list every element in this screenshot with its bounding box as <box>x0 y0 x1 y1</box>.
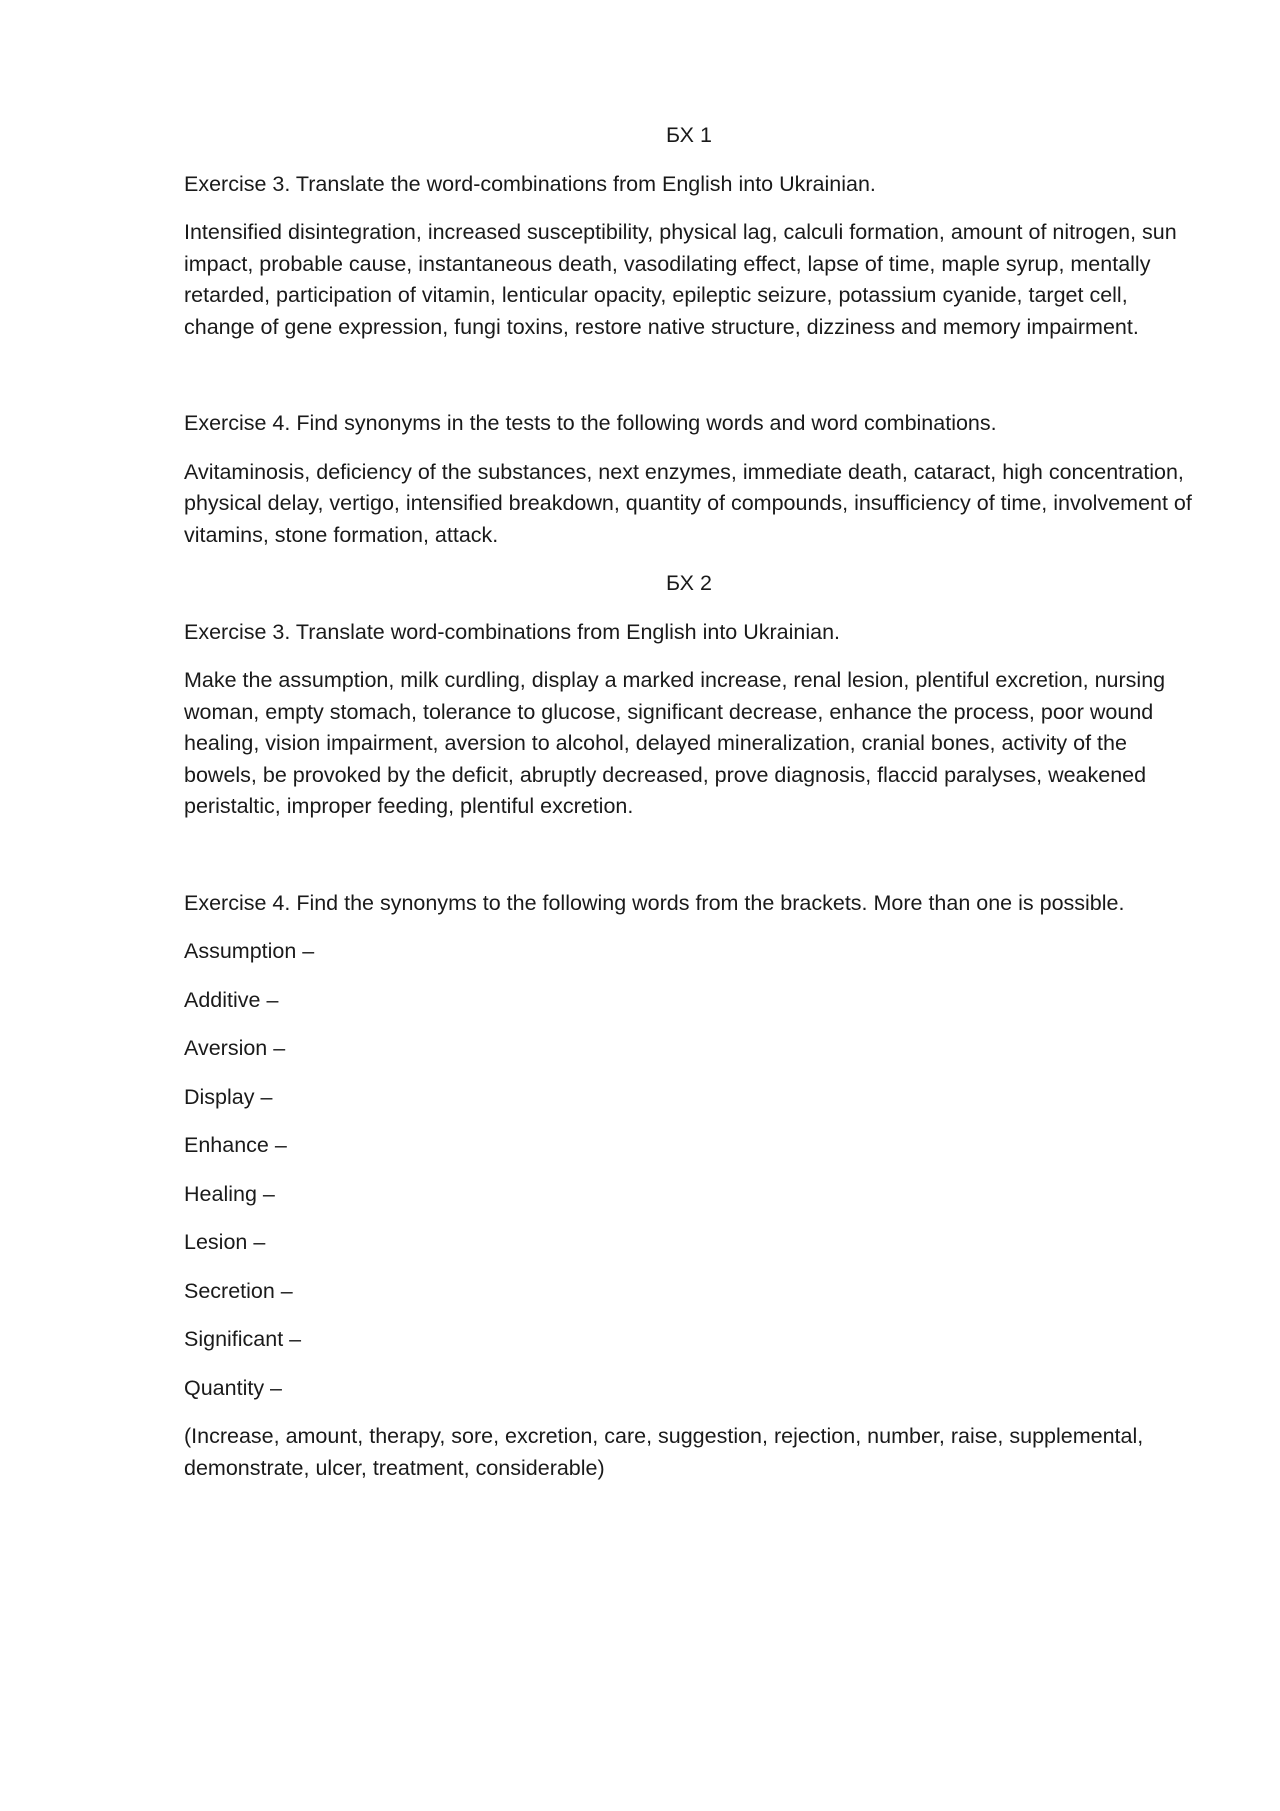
exercise-4-text: Avitaminosis, deficiency of the substances, next enzymes, immediate death, cataract, high concentration, physical delay, vertigo, intensified breakdown, quantity of compounds, insufficiency of time, involvement of vitamins, stone formation, attack. <box>184 459 1192 547</box>
synonym-term: Enhance – <box>184 1133 287 1157</box>
exercise-3-text: Intensified disintegration, increased susceptibility, physical lag, calculi formation, amount of nitrogen, sun impact, probable cause, instantaneous death, vasodilating effect, lapse of time, maple syrup, mentally retarded, participation of vitamin, lenticular opacity, epileptic seizure, potassium cyanide, target cell, change of gene expression, fungi toxins, restore native structure, dizziness and memory impairment. <box>184 220 1177 339</box>
spacer <box>184 840 1194 888</box>
synonym-term: Additive – <box>184 987 279 1012</box>
synonym-term: Display – <box>184 1084 273 1109</box>
synonym-term: Assumption – <box>184 939 315 963</box>
exercise-4-title: Exercise 4. Find the synonyms to the following words from the brackets. More than one is possible. <box>184 890 1125 915</box>
synonym-term: Healing – <box>184 1181 275 1206</box>
document-page <box>184 120 1194 1501</box>
exercise-3-text: Make the assumption, milk curdling, display a marked increase, renal lesion, plentiful excretion, nursing woman, empty stomach, tolerance to glucose, significant decrease, enhance the process, poor wound healing, vision impairment, aversion to alcohol, delayed mineralization, cranial bones, activity of the bowels, be provoked by the deficit, abruptly decreased, prove diagnosis, flaccid paralyses, weakened peristaltic, improper feeding, plentiful excretion. <box>184 668 1166 818</box>
synonym-term: Significant – <box>184 1327 302 1351</box>
synonym-term: Secretion – <box>184 1278 293 1303</box>
exercise-3-title: Exercise 3. Translate the word-combinations from English into Ukrainian. <box>184 171 876 196</box>
exercise-3-title: Exercise 3. Translate word-combinations from English into Ukrainian. <box>184 619 841 644</box>
synonym-term: Lesion – <box>184 1230 266 1254</box>
synonym-term: Aversion – <box>184 1036 286 1060</box>
spacer <box>184 360 1194 408</box>
synonym-options: (Increase, amount, therapy, sore, excretion, care, suggestion, rejection, number, raise, supplemental, demonstrate, ulcer, treatment, considerable) <box>184 1424 1144 1480</box>
section-heading-bh2: БХ 2 <box>666 571 712 595</box>
section-heading-bh1: БХ 1 <box>666 123 712 147</box>
synonym-term: Quantity – <box>184 1375 282 1400</box>
exercise-4-title: Exercise 4. Find synonyms in the tests to the following words and word combinations. <box>184 411 997 435</box>
